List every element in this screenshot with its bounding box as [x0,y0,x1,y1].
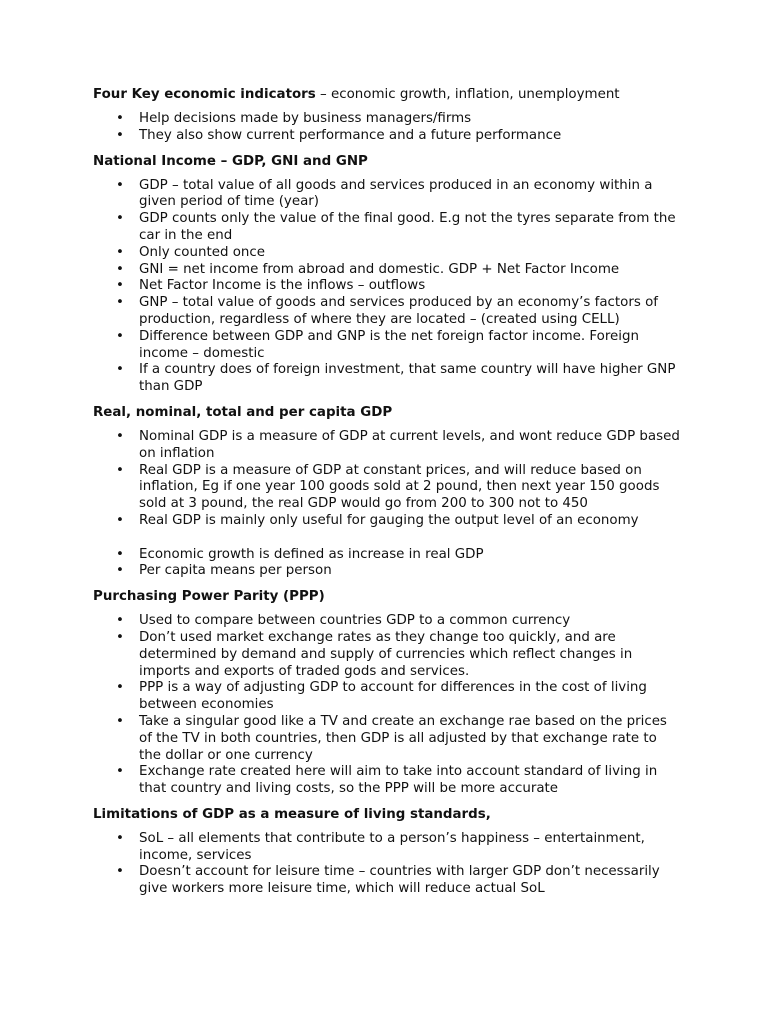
bullet-dot-icon: • [116,613,124,629]
section-real-nominal-gdp [93,404,683,580]
bullet-text: Nominal GDP is a measure of GDP at current levels, and wont reduce GDP based on inflation [139,428,680,461]
bullet-text: Help decisions made by business managers/firms [139,111,472,126]
bullet-dot-icon: • [116,295,124,311]
bullet-item [93,864,683,898]
bullet-text: Per capita means per person [139,563,332,579]
bullet-item [93,764,683,798]
section-heading [93,86,683,103]
bullet-item [93,362,683,396]
section-heading [93,153,683,170]
bullet-text: GNI = net income from abroad and domestic. GDP + Net Factor Income [139,261,620,277]
bullet-item [93,563,683,580]
bullet-dot-icon: • [116,328,124,344]
bullet-dot-icon: • [116,244,124,260]
bullet-item [93,111,683,128]
bullet-dot-icon: • [116,830,124,846]
bullet-text: Don’t used market exchange rates as they change too quickly, and are determined by demand and supply of currencies which reflect changes in imports and exports of traded gods and services. [139,629,633,679]
bullet-item [93,278,683,295]
bullet-text: Exchange rate created here will aim to take into account standard of living in that country and living costs, so the PPP will be more accurate [139,764,658,797]
heading-text: Four Key economic indicators [93,87,316,102]
bullet-text: Take a singular good like a TV and create an exchange rae based on the prices of the TV in both countries, then GDP is all adjusted by that exchange rate to the dollar or one currency [139,713,667,763]
bullet-list [93,111,683,145]
heading-text: Real, nominal, total and per capita GDP [93,404,393,420]
bullet-item [93,262,683,279]
section-heading [93,806,683,823]
bullet-item [93,295,683,329]
bullet-item [93,613,683,630]
bullet-text: Net Factor Income is the inflows – outflows [139,278,426,294]
bullet-dot-icon: • [116,462,124,478]
bullet-dot-icon: • [116,713,124,729]
bullet-text: GDP – total value of all goods and services produced in an economy within a given period of time (year) [139,177,653,210]
bullet-text: SoL – all elements that contribute to a person’s happiness – entertainment, income, services [139,830,645,863]
bullet-dot-icon: • [116,546,124,562]
bullet-text: Real GDP is mainly only useful for gauging the output level of an economy [139,512,639,528]
section-gdp-limitations [93,806,683,898]
bullet-dot-icon: • [116,278,124,294]
bullet-item [93,630,683,680]
bullet-list [93,178,683,396]
section-national-income [93,153,683,396]
bullet-dot-icon: • [116,629,124,645]
bullet-text: Real GDP is a measure of GDP at constant prices, and will reduce based on inflation, Eg if one year 100 goods sold at 2 pound, then next year 150 goods sold at 3 pound, the real GDP would go from 200 to 300 not to 450 [139,462,660,512]
section-key-indicators [93,86,683,145]
bullet-dot-icon: • [116,428,124,444]
bullet-item [93,513,683,530]
bullet-item [93,128,683,145]
bullet-dot-icon: • [116,111,124,126]
heading-text: Purchasing Power Parity (PPP) [93,589,325,605]
bullet-item [93,329,683,363]
heading-text: National Income – GDP, GNI and GNP [93,153,368,169]
bullet-list [93,831,683,898]
bullet-dot-icon: • [116,864,124,880]
bullet-item [93,429,683,463]
bullet-text: Only counted once [139,244,265,260]
heading-suffix: – economic growth, inflation, unemployment [315,87,620,102]
bullet-dot-icon: • [116,127,124,143]
bullet-item [93,463,683,513]
bullet-text: GDP counts only the value of the final good. E.g not the tyres separate from the car in the end [139,211,676,243]
bullet-text: Used to compare between countries GDP to a common currency [139,613,571,629]
bullet-dot-icon: • [116,512,124,528]
section-heading [93,404,683,421]
heading-text: Limitations of GDP as a measure of living standards, [93,806,491,822]
bullet-item [93,211,683,245]
document-page [93,86,683,906]
bullet-text: PPP is a way of adjusting GDP to account for differences in the cost of living between economies [139,680,647,713]
bullet-item [93,245,683,262]
bullet-text: GNP – total value of goods and services produced by an economy’s factors of production, regardless of where they are located – (created using CELL) [139,295,658,327]
bullet-dot-icon: • [116,563,124,579]
bullet-dot-icon: • [116,261,124,277]
bullet-item [93,831,683,865]
bullet-dot-icon: • [116,764,124,780]
bullet-item [93,714,683,764]
bullet-item [93,178,683,212]
bullet-text: They also show current performance and a future performance [139,127,562,143]
bullet-dot-icon: • [116,177,124,193]
bullet-text: Difference between GDP and GNP is the net foreign factor income. Foreign income – domestic [139,328,639,361]
section-heading [93,588,683,605]
bullet-text: Doesn’t account for leisure time – countries with larger GDP don’t necessarily give workers more leisure time, which will reduce actual SoL [139,864,660,897]
bullet-list [93,429,683,580]
bullet-dot-icon: • [116,680,124,696]
bullet-text: Economic growth is defined as increase in real GDP [139,546,484,562]
bullet-list [93,613,683,798]
bullet-text: If a country does of foreign investment, that same country will have higher GNP than GDP [139,362,676,395]
section-ppp [93,588,683,798]
bullet-item [93,680,683,714]
bullet-item [93,547,683,564]
bullet-dot-icon: • [116,362,124,378]
bullet-dot-icon: • [116,211,124,227]
